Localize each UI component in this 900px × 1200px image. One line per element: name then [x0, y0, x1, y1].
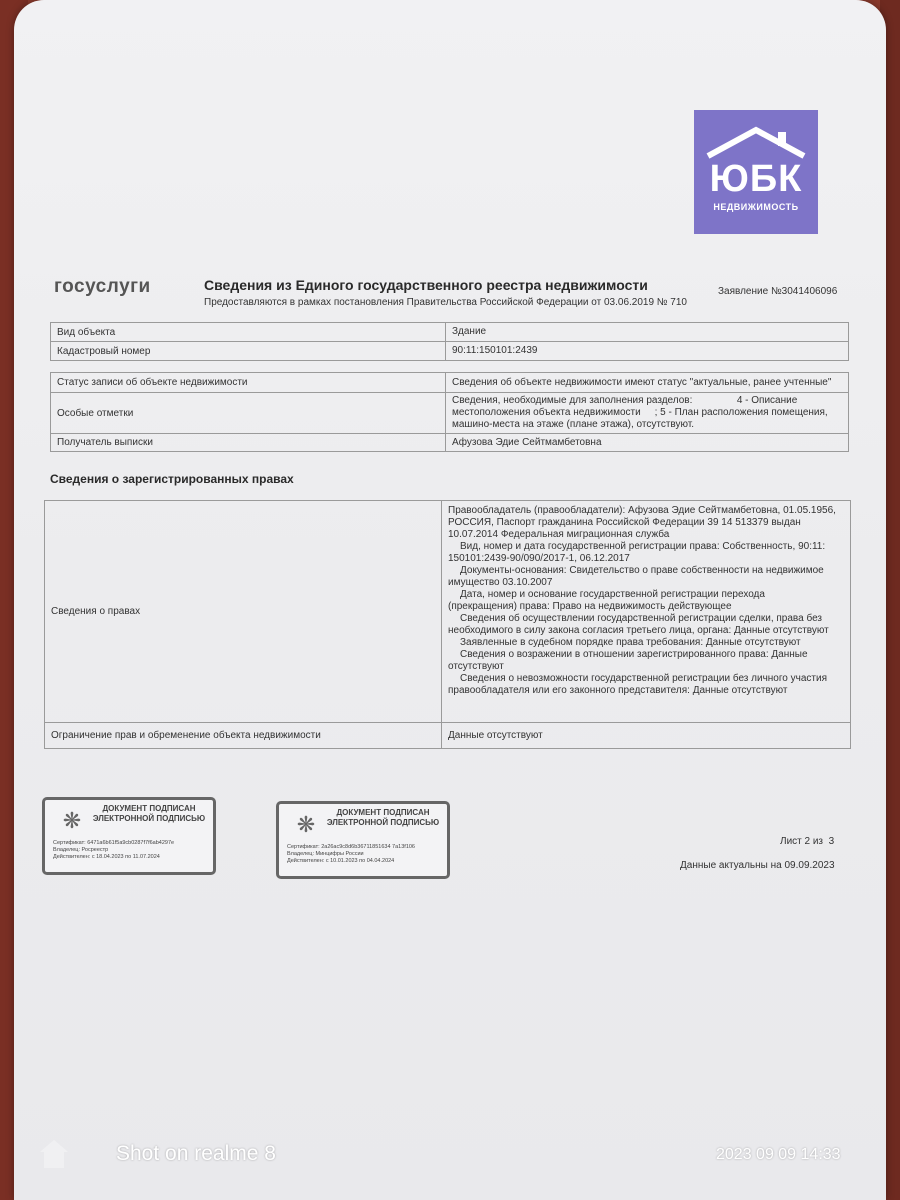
status-label: Статус записи об объекте недвижимости: [51, 373, 446, 393]
document-title: Сведения из Единого государственного реестра недвижимости: [204, 277, 648, 293]
rights-line: Дата, номер и основание государственной регистрации перехода: [460, 589, 765, 600]
stamp-owner: Владелец: Росреестр: [53, 847, 109, 853]
notes-value: [446, 393, 849, 434]
signature-stamp-2: [276, 801, 450, 879]
rights-line: РОССИЯ, Паспорт гражданина Российской Федерации 39 14 513379 выдан: [448, 517, 801, 528]
table-row: [51, 342, 849, 361]
rights-label: Сведения о правах: [45, 501, 442, 723]
object-table: [50, 322, 849, 361]
logo-sub: НЕДВИЖИМОСТЬ: [713, 202, 799, 212]
gosuslugi-brand: госуслуги: [54, 276, 151, 297]
signature-stamp-1: [42, 797, 216, 875]
rights-line: (прекращения) права: Право на недвижимость действующее: [448, 601, 732, 612]
rights-line: Вид, номер и дата государственной регистрации права: Собственность, 90:11:: [460, 541, 826, 552]
logo-main: ЮБК: [709, 158, 803, 200]
application-number: Заявление №3041406096: [718, 286, 838, 297]
rights-value: [442, 501, 851, 723]
notes-line: Сведения, необходимые для заполнения разделов: 4 - Описание: [452, 395, 798, 406]
rights-line: 150101:2439-90/090/2017-1, 06.12.2017: [448, 553, 630, 564]
watermark-house-icon: [36, 1136, 72, 1172]
table-row: [51, 373, 849, 393]
emblem-icon: ❋: [62, 808, 82, 833]
status-table: [50, 372, 849, 452]
recipient-label: Получатель выписки: [51, 434, 446, 452]
stamp-cert: Сертификат: 6471a6b61f5a9cb0287f7f6ab4297e: [53, 840, 175, 846]
data-actual-date: Данные актуальны на 09.09.2023: [680, 860, 835, 871]
rights-table: [44, 500, 851, 749]
restriction-label: Ограничение прав и обременение объекта недвижимости: [45, 723, 442, 749]
rights-line: Сведения о невозможности государственной регистрации без личного участия: [460, 673, 827, 684]
stamp-valid: Действителен: с 18.04.2023 по 11.07.2024: [53, 854, 160, 860]
rights-line: Правообладатель (правообладатели): Афузова Эдие Сейтмамбетовна, 01.05.1956,: [448, 505, 836, 516]
rights-line: необходимого в силу закона согласия третьего лица, органа: Данные отсутствуют: [448, 625, 829, 636]
rights-line: Сведения о возражении в отношении зарегистрированного права: Данные: [460, 649, 808, 660]
notes-label: Особые отметки: [51, 393, 446, 434]
object-type-value: Здание: [446, 323, 849, 342]
object-type-label: Вид объекта: [51, 323, 446, 342]
notes-line: местоположения объекта недвижимости ; 5 - План расположения помещения,: [452, 407, 828, 418]
rights-heading: Сведения о зарегистрированных правах: [50, 472, 294, 486]
table-row: [45, 723, 851, 749]
rights-line: имущество 03.10.2007: [448, 577, 553, 588]
table-row: [51, 393, 849, 434]
stamp-owner: Владелец: Минцифры России: [287, 851, 364, 857]
emblem-icon: ❋: [296, 812, 316, 837]
notes-line: машино-места на этаже (плане этажа), отсутствуют.: [452, 419, 695, 430]
recipient-value: Афузова Эдие Сейтмамбетовна: [446, 434, 849, 452]
restriction-value: Данные отсутствуют: [442, 723, 851, 749]
rights-line: отсутствуют: [448, 661, 504, 672]
stamp-valid: Действителен: с 10.01.2023 по 04.04.2024: [287, 858, 395, 864]
camera-watermark: Shot on realme 8: [116, 1142, 276, 1165]
rights-line: Документы-основания: Свидетельство о праве собственности на недвижимое: [460, 565, 824, 576]
table-row: [51, 323, 849, 342]
table-row: [51, 434, 849, 452]
stamp-cert: Сертификат: 2a26ac9c8d6b36711851634 7a13f106: [287, 844, 415, 850]
table-row: [45, 501, 851, 723]
stamp-heading: ДОКУМЕНТ ПОДПИСАН ЭЛЕКТРОННОЙ ПОДПИСЬЮ: [92, 804, 206, 823]
rights-line: 10.07.2014 Федеральная миграционная служба: [448, 529, 670, 540]
cadastral-value: 90:11:150101:2439: [446, 342, 849, 361]
cadastral-label: Кадастровый номер: [51, 342, 446, 361]
sheet-number: Лист 2 из 3: [780, 836, 835, 847]
status-value: Сведения об объекте недвижимости имеют статус "актуальные, ранее учтенные": [446, 373, 849, 393]
agency-logo: [694, 110, 818, 234]
document-subtitle: Предоставляются в рамках постановления Правительства Российской Федерации от 03.06.2019 № 710: [204, 297, 687, 308]
rights-line: правообладателя или его законного представителя: Данные отсутствуют: [448, 685, 788, 696]
camera-timestamp: 2023 09 09 14:33: [716, 1146, 841, 1163]
rights-line: Заявленные в судебном порядке права требования: Данные отсутствуют: [460, 637, 801, 648]
stamp-heading: ДОКУМЕНТ ПОДПИСАН ЭЛЕКТРОННОЙ ПОДПИСЬЮ: [326, 808, 440, 827]
rights-line: Сведения об осуществлении государственной регистрации сделки, права без: [460, 613, 823, 624]
